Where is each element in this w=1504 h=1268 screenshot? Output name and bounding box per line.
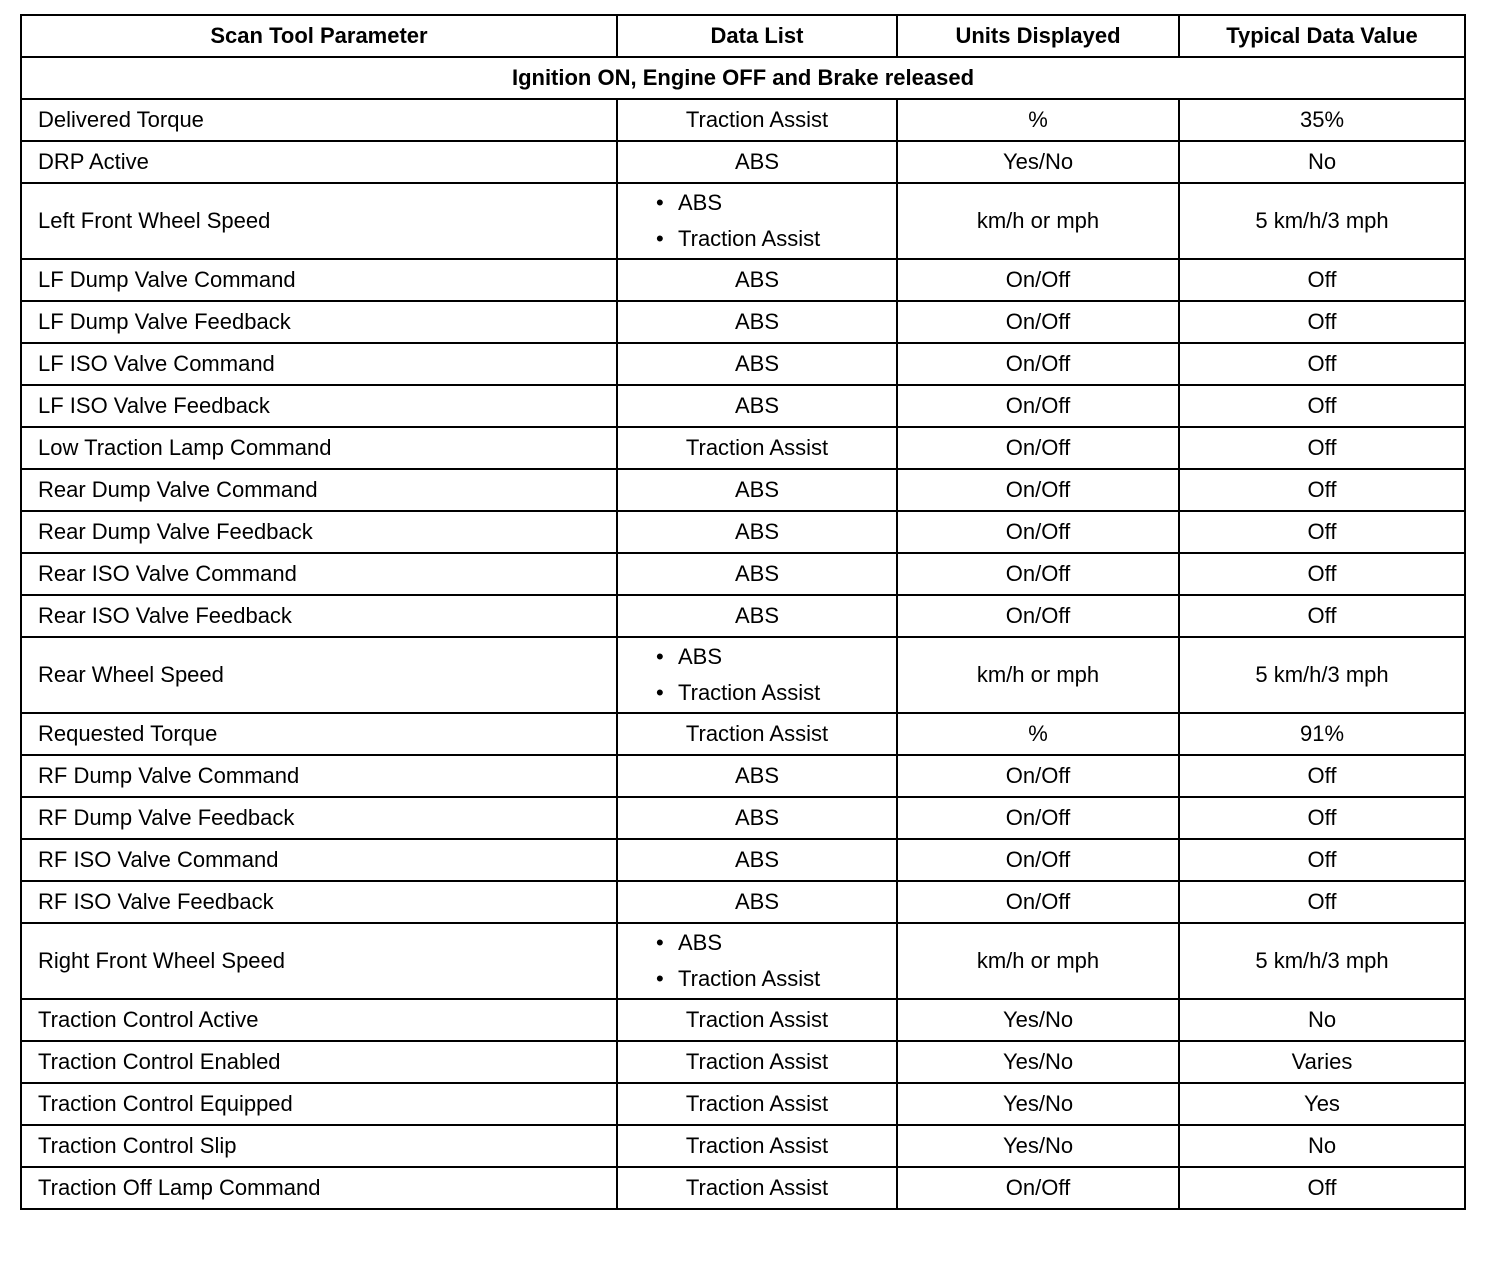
cell-data-list: Traction Assist xyxy=(617,999,897,1041)
cell-typical-data-value: Off xyxy=(1179,881,1465,923)
header-typical-data-value: Typical Data Value xyxy=(1179,15,1465,57)
cell-units-displayed: On/Off xyxy=(897,839,1179,881)
cell-units-displayed: On/Off xyxy=(897,881,1179,923)
table-row xyxy=(21,553,1465,595)
table-row xyxy=(21,259,1465,301)
bullet-icon: • xyxy=(656,190,664,215)
cell-units-displayed: Yes/No xyxy=(897,1125,1179,1167)
table-row xyxy=(21,637,1465,713)
cell-typical-data-value: Off xyxy=(1179,301,1465,343)
cell-typical-data-value: Off xyxy=(1179,755,1465,797)
table-row xyxy=(21,1167,1465,1209)
data-list-item xyxy=(656,185,888,221)
table-row xyxy=(21,923,1465,999)
data-list-item-label: Traction Assist xyxy=(678,226,821,251)
cell-units-displayed: On/Off xyxy=(897,385,1179,427)
bullet-icon: • xyxy=(656,680,664,705)
cell-data-list: ABS xyxy=(617,511,897,553)
cell-parameter: LF Dump Valve Feedback xyxy=(21,301,617,343)
cell-typical-data-value: Off xyxy=(1179,385,1465,427)
cell-parameter: Rear Dump Valve Feedback xyxy=(21,511,617,553)
cell-parameter: Traction Control Equipped xyxy=(21,1083,617,1125)
cell-parameter: LF Dump Valve Command xyxy=(21,259,617,301)
cell-typical-data-value: Varies xyxy=(1179,1041,1465,1083)
cell-typical-data-value: Off xyxy=(1179,427,1465,469)
cell-units-displayed: On/Off xyxy=(897,595,1179,637)
cell-parameter: DRP Active xyxy=(21,141,617,183)
cell-typical-data-value: No xyxy=(1179,999,1465,1041)
cell-data-list: ABS xyxy=(617,343,897,385)
table-row xyxy=(21,755,1465,797)
cell-parameter: RF ISO Valve Feedback xyxy=(21,881,617,923)
cell-typical-data-value: 35% xyxy=(1179,99,1465,141)
cell-units-displayed: On/Off xyxy=(897,1167,1179,1209)
cell-typical-data-value: Off xyxy=(1179,259,1465,301)
section-row xyxy=(21,57,1465,99)
cell-typical-data-value: Off xyxy=(1179,595,1465,637)
table-row xyxy=(21,385,1465,427)
cell-parameter: Requested Torque xyxy=(21,713,617,755)
cell-parameter: LF ISO Valve Command xyxy=(21,343,617,385)
cell-data-list: ABS xyxy=(617,141,897,183)
bullet-icon: • xyxy=(656,966,664,991)
data-list-item xyxy=(656,675,888,711)
table-row xyxy=(21,511,1465,553)
data-list-item xyxy=(656,961,888,997)
header-scan-tool-parameter: Scan Tool Parameter xyxy=(21,15,617,57)
cell-units-displayed: On/Off xyxy=(897,427,1179,469)
table-header xyxy=(21,15,1465,57)
cell-data-list: Traction Assist xyxy=(617,1167,897,1209)
cell-typical-data-value: 5 km/h/3 mph xyxy=(1179,637,1465,713)
table-body xyxy=(21,57,1465,1209)
table-row xyxy=(21,301,1465,343)
cell-units-displayed: % xyxy=(897,713,1179,755)
cell-typical-data-value: 5 km/h/3 mph xyxy=(1179,183,1465,259)
header-data-list: Data List xyxy=(617,15,897,57)
cell-data-list xyxy=(617,637,897,713)
cell-parameter: Rear ISO Valve Feedback xyxy=(21,595,617,637)
data-list-item-label: Traction Assist xyxy=(678,680,821,705)
table-row xyxy=(21,1125,1465,1167)
table-row xyxy=(21,881,1465,923)
cell-units-displayed: Yes/No xyxy=(897,999,1179,1041)
cell-data-list: ABS xyxy=(617,301,897,343)
cell-data-list: ABS xyxy=(617,385,897,427)
cell-typical-data-value: Yes xyxy=(1179,1083,1465,1125)
cell-typical-data-value: Off xyxy=(1179,1167,1465,1209)
bullet-icon: • xyxy=(656,226,664,251)
cell-units-displayed: Yes/No xyxy=(897,1083,1179,1125)
header-row xyxy=(21,15,1465,57)
cell-typical-data-value: Off xyxy=(1179,797,1465,839)
cell-parameter: LF ISO Valve Feedback xyxy=(21,385,617,427)
cell-typical-data-value: Off xyxy=(1179,553,1465,595)
data-list-item xyxy=(656,639,888,675)
cell-data-list: ABS xyxy=(617,259,897,301)
cell-data-list: ABS xyxy=(617,755,897,797)
cell-parameter: Right Front Wheel Speed xyxy=(21,923,617,999)
cell-units-displayed: On/Off xyxy=(897,797,1179,839)
cell-units-displayed: On/Off xyxy=(897,755,1179,797)
header-units-displayed: Units Displayed xyxy=(897,15,1179,57)
table-row xyxy=(21,1041,1465,1083)
data-list-item xyxy=(656,221,888,257)
cell-parameter: Traction Control Enabled xyxy=(21,1041,617,1083)
cell-parameter: Traction Off Lamp Command xyxy=(21,1167,617,1209)
cell-data-list: ABS xyxy=(617,881,897,923)
cell-data-list: ABS xyxy=(617,839,897,881)
cell-units-displayed: On/Off xyxy=(897,343,1179,385)
data-list-item xyxy=(656,925,888,961)
cell-units-displayed: km/h or mph xyxy=(897,923,1179,999)
cell-units-displayed: On/Off xyxy=(897,553,1179,595)
table-row xyxy=(21,99,1465,141)
cell-parameter: RF Dump Valve Command xyxy=(21,755,617,797)
data-list-bullets xyxy=(626,925,888,997)
table-row xyxy=(21,595,1465,637)
cell-parameter: Low Traction Lamp Command xyxy=(21,427,617,469)
cell-units-displayed: On/Off xyxy=(897,301,1179,343)
cell-typical-data-value: No xyxy=(1179,141,1465,183)
cell-data-list: ABS xyxy=(617,469,897,511)
cell-parameter: Rear Dump Valve Command xyxy=(21,469,617,511)
data-list-item-label: Traction Assist xyxy=(678,966,821,991)
table-row xyxy=(21,141,1465,183)
cell-data-list: ABS xyxy=(617,797,897,839)
section-title: Ignition ON, Engine OFF and Brake released xyxy=(21,57,1465,99)
cell-data-list: Traction Assist xyxy=(617,1083,897,1125)
table-row xyxy=(21,343,1465,385)
cell-data-list xyxy=(617,183,897,259)
table-row xyxy=(21,1083,1465,1125)
table-row xyxy=(21,427,1465,469)
table-row xyxy=(21,999,1465,1041)
cell-typical-data-value: 91% xyxy=(1179,713,1465,755)
cell-typical-data-value: 5 km/h/3 mph xyxy=(1179,923,1465,999)
table-row xyxy=(21,839,1465,881)
cell-typical-data-value: No xyxy=(1179,1125,1465,1167)
data-list-bullets xyxy=(626,639,888,711)
data-list-item-label: ABS xyxy=(678,930,723,955)
cell-parameter: Left Front Wheel Speed xyxy=(21,183,617,259)
cell-typical-data-value: Off xyxy=(1179,343,1465,385)
cell-parameter: Rear Wheel Speed xyxy=(21,637,617,713)
cell-units-displayed: On/Off xyxy=(897,511,1179,553)
cell-parameter: Rear ISO Valve Command xyxy=(21,553,617,595)
bullet-icon: • xyxy=(656,644,664,669)
cell-data-list: Traction Assist xyxy=(617,99,897,141)
cell-parameter: RF ISO Valve Command xyxy=(21,839,617,881)
table-row xyxy=(21,797,1465,839)
bullet-icon: • xyxy=(656,930,664,955)
cell-units-displayed: Yes/No xyxy=(897,141,1179,183)
cell-units-displayed: Yes/No xyxy=(897,1041,1179,1083)
cell-data-list: Traction Assist xyxy=(617,1125,897,1167)
cell-parameter: Traction Control Active xyxy=(21,999,617,1041)
cell-units-displayed: On/Off xyxy=(897,259,1179,301)
cell-parameter: RF Dump Valve Feedback xyxy=(21,797,617,839)
data-list-bullets xyxy=(626,185,888,257)
cell-typical-data-value: Off xyxy=(1179,469,1465,511)
table-row xyxy=(21,713,1465,755)
cell-units-displayed: % xyxy=(897,99,1179,141)
cell-data-list: Traction Assist xyxy=(617,713,897,755)
cell-typical-data-value: Off xyxy=(1179,839,1465,881)
cell-typical-data-value: Off xyxy=(1179,511,1465,553)
cell-units-displayed: On/Off xyxy=(897,469,1179,511)
cell-data-list: Traction Assist xyxy=(617,1041,897,1083)
cell-units-displayed: km/h or mph xyxy=(897,183,1179,259)
cell-data-list xyxy=(617,923,897,999)
cell-data-list: ABS xyxy=(617,595,897,637)
table-row xyxy=(21,183,1465,259)
data-list-item-label: ABS xyxy=(678,190,723,215)
cell-units-displayed: km/h or mph xyxy=(897,637,1179,713)
cell-data-list: ABS xyxy=(617,553,897,595)
cell-data-list: Traction Assist xyxy=(617,427,897,469)
table-row xyxy=(21,469,1465,511)
cell-parameter: Delivered Torque xyxy=(21,99,617,141)
scan-tool-data-table xyxy=(20,14,1466,1210)
cell-parameter: Traction Control Slip xyxy=(21,1125,617,1167)
data-list-item-label: ABS xyxy=(678,644,723,669)
